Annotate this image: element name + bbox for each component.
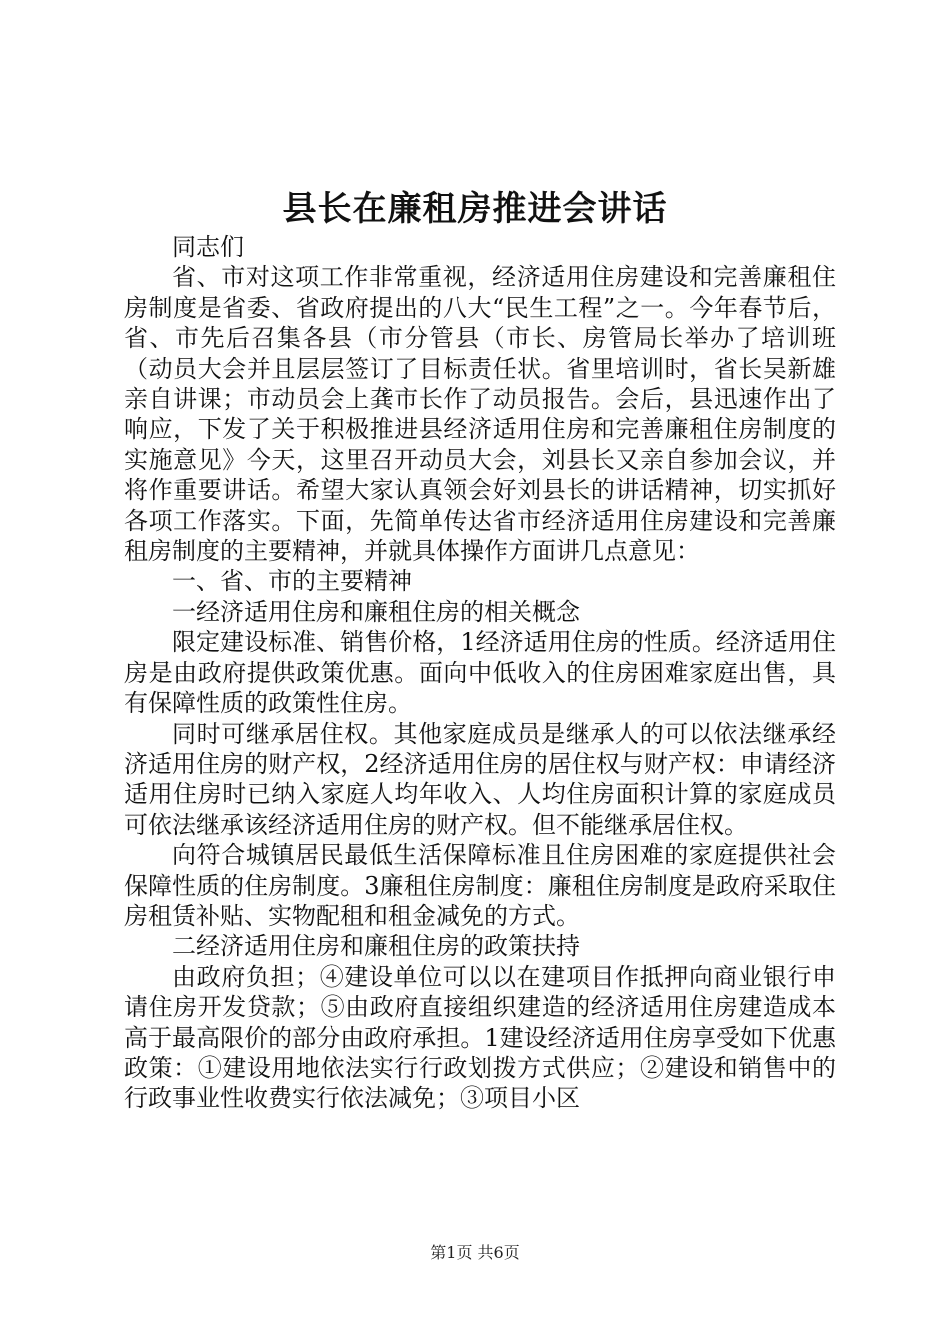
subsection-heading: 二经济适用住房和廉租住房的政策扶持: [172, 932, 580, 961]
page-number-footer: 第1页 共6页: [430, 1243, 520, 1262]
body-paragraph: 向符合城镇居民最低生活保障标准且住房困难的家庭提供社会保障性质的住房制度。3廉租住房制度：廉租住房制度是政府采取住房租赁补贴、实物配租和租金减免的方式。: [124, 841, 836, 930]
body-paragraph: 同时可继承居住权。其他家庭成员是继承人的可以依法继承经济适用住房的财产权，2经济适用住房的居住权与财产权：申请经济适用住房时已纳入家庭人均年收入、人均住房面积计算的家庭成员可依法继承该经济适用住房的财产权。但不能继承居住权。: [124, 719, 836, 839]
subsection-heading: 一经济适用住房和廉租住房的相关概念: [172, 597, 580, 626]
document-body: [124, 232, 836, 1114]
body-paragraph: 省、市对这项工作非常重视，经济适用住房建设和完善廉租住房制度是省委、省政府提出的八大“民生工程”之一。今年春节后，省、市先后召集各县（市分管县（市长、房管局长举办了培训班（动员大会并且层层签订了目标责任状。省里培训时，省长吴新雄亲自讲课；市动员会上龚市长作了动员报告。会后，县迅速作出了响应，下发了关于积极推进县经济适用住房和完善廉租住房制度的实施意见》今天，这里召开动员大会，刘县长又亲自参加会议，并将作重要讲话。希望大家认真领会好刘县长的讲话精神，切实抓好各项工作落实。下面，先简单传达省市经济适用住房建设和完善廉租房制度的主要精神，并就具体操作方面讲几点意见：: [124, 263, 836, 566]
body-paragraph: 由政府负担；④建设单位可以以在建项目作抵押向商业银行申请住房开发贷款；⑤由政府直接组织建造的经济适用住房建造成本高于最高限价的部分由政府承担。1建设经济适用住房享受如下优惠政策：①建设用地依法实行行政划拨方式供应；②建设和销售中的行政事业性收费实行依法减免；③项目小区: [124, 962, 836, 1113]
section-heading: 一、省、市的主要精神: [172, 567, 412, 596]
body-paragraph: 限定建设标准、销售价格，1经济适用住房的性质。经济适用住房是由政府提供政策优惠。面向中低收入的住房困难家庭出售，具有保障性质的政策性住房。: [124, 628, 836, 718]
document-title: 县长在廉租房推进会讲话: [282, 189, 668, 229]
salutation-paragraph: 同志们: [172, 233, 244, 261]
